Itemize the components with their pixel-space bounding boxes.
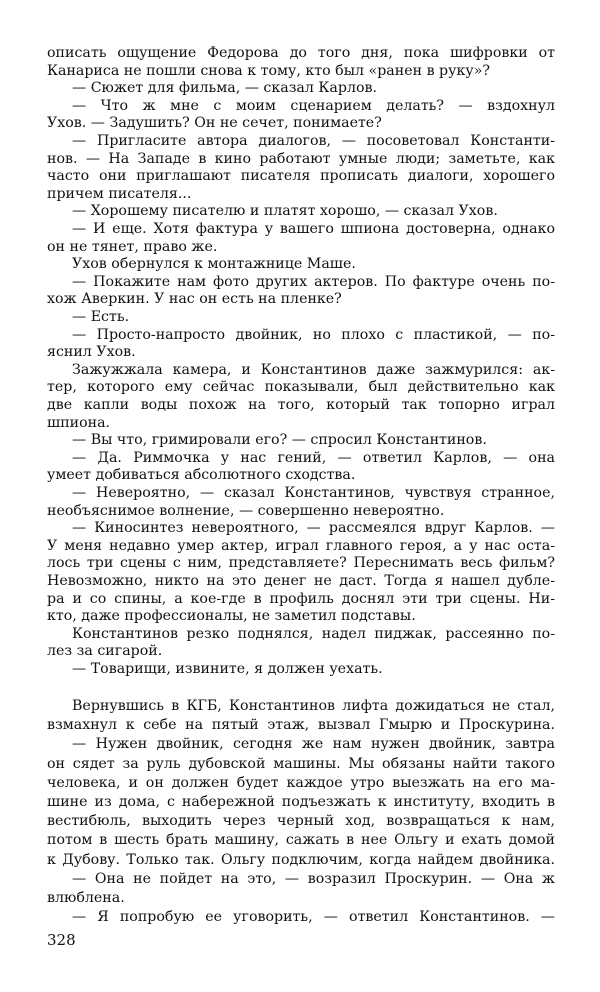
text-line: Канариса не пошли снова к тому, кто был «ранен в руку»? (47, 62, 490, 79)
text-line: — Киносинтез невероятного, — рассмеялся вдруг Карлов. — (72, 520, 555, 537)
text-line: Константинов резко поднялся, надел пиджак, рассеянно по- (72, 625, 555, 642)
text-line: умеет добиваться абсолютного сходства. (47, 467, 356, 484)
text-line: вестибюль, выходить через черный ход, возвращаться к нам, (47, 813, 555, 830)
text-line: Невозможно, никто на это денег не даст. Тогда я нашел дубле- (47, 573, 555, 589)
text-line: — Есть. (72, 309, 130, 325)
text-line: часто они приглашают писателя прописать диалоги, хорошего (47, 168, 555, 185)
text-line: Ухов. — Задушить? Он не сечет, понимаете? (47, 115, 382, 132)
text-line: влюблена. (47, 890, 125, 906)
text-line: — Да. Риммочка у нас гений, — ответил Карлов, — она (72, 449, 555, 466)
text-line: — Вы что, гримировали его? — спросил Константинов. (72, 432, 487, 449)
text-line: кто, даже профессионалы, не заметил подставы. (47, 608, 416, 625)
text-line: две капли воды похож на того, который так топорно играл (47, 397, 555, 413)
text-line: Ухов обернулся к монтажнице Маше. (72, 256, 356, 273)
text-line: Зажужжала камера, и Константинов даже зажмурился: ак- (72, 361, 555, 378)
text-line: лось три сцены с ним, представляете? Переснимать весь фильм? (47, 555, 555, 572)
text-line: описать ощущение Федорова до того дня, пока шифровки от (47, 45, 555, 61)
text-line: лез за сигарой. (47, 643, 163, 660)
text-line: человека, и он должен будет каждое утро выезжать на его ма- (47, 774, 555, 791)
text-line: хож Аверкин. У нас он есть на пленке? (47, 291, 342, 308)
text-line: — Что ж мне с моим сценарием делать? — вздохнул (72, 97, 555, 114)
text-line: шине из дома, с набережной подъезжать к институту, входить в (47, 794, 555, 810)
text-line: необъяснимое волнение, — совершенно невероятно. (47, 502, 445, 519)
text-line: он сядет за руль дубовской машины. Мы обязаны найти такого (47, 755, 555, 772)
text-line: яснил Ухов. (47, 344, 136, 361)
text-line: — Товарищи, извините, я должен уехать. (72, 661, 383, 677)
text-line: У меня недавно умер актер, играл главного героя, а у нас оста- (47, 537, 555, 554)
text-line: взмахнул к себе на пятый этаж, вызвал Гмырю и Проскурина. (47, 717, 555, 734)
text-line: причем писателя... (47, 185, 192, 202)
text-line: тер, которого ему сейчас показывали, был действительно как (47, 379, 555, 396)
text-line: — Нужен двойник, сегодня же нам нужен двойник, завтра (72, 736, 555, 753)
text-line: потом в шесть брать машину, сажать в нее Ольгу и ехать домой (47, 832, 555, 849)
text-line: — И еще. Хотя фактура у вашего шпиона достоверна, однако (72, 221, 555, 237)
text-line: нов. — На Западе в кино работают умные люди; заметьте, как (47, 150, 555, 167)
text-line: — Хорошему писателю и платят хорошо, — сказал Ухов. (72, 203, 498, 220)
text-line: — Я попробую ее уговорить, — ответил Константинов. — (72, 909, 555, 926)
text-line: — Сюжет для фильма, — сказал Карлов. (72, 80, 377, 97)
page-number: 328 (47, 931, 76, 949)
text-line: он не тянет, право же. (47, 238, 218, 255)
text-line: ра и со спины, а кое-где в профиль доснял эти три сцены. Ни- (47, 590, 555, 607)
text-line: — Невероятно, — сказал Константинов, чувствуя странное, (72, 485, 555, 501)
text-line: — Покажите нам фото других актеров. По фактуре очень по- (72, 273, 555, 290)
text-line: Вернувшись в КГБ, Константинов лифта дожидаться не стал, (72, 698, 555, 714)
text-line: — Она не пойдет на это, — возразил Проскурин. — Она ж (72, 870, 555, 887)
text-line: — Пригласите автора диалогов, — посоветовал Константи- (72, 133, 555, 149)
text-line: шпиона. (47, 414, 111, 431)
text-line: — Просто-напросто двойник, но плохо с пластикой, — по- (72, 326, 555, 343)
text-line: к Дубову. Только так. Ольгу подключим, когда найдем двойника. (47, 851, 555, 868)
